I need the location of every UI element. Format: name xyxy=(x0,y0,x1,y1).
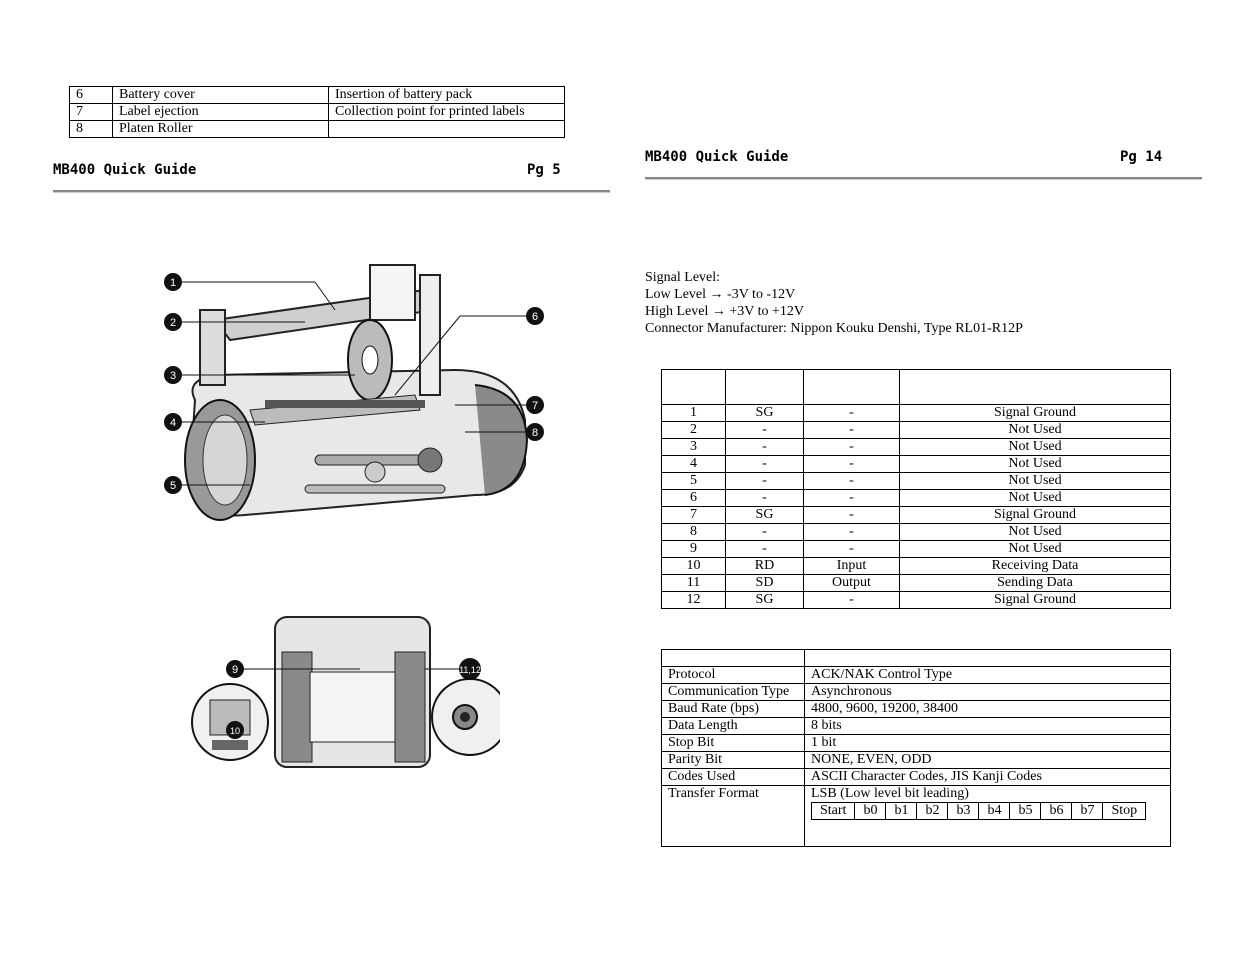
svg-text:7: 7 xyxy=(531,400,539,412)
pin-number: 10 xyxy=(662,558,726,575)
pin-row xyxy=(662,592,1171,609)
pin-signal: SG xyxy=(726,405,804,422)
pin-description: Not Used xyxy=(900,439,1171,456)
pin-row xyxy=(662,473,1171,490)
pin-number: 5 xyxy=(662,473,726,490)
pin-row xyxy=(662,507,1171,524)
pin-io: - xyxy=(804,422,900,439)
comm-key: Baud Rate (bps) xyxy=(662,701,805,718)
pin-io: - xyxy=(804,405,900,422)
comm-value xyxy=(805,786,1171,847)
part-name: Battery cover xyxy=(113,87,329,104)
comm-table-header-row xyxy=(662,650,1171,667)
comm-key: Codes Used xyxy=(662,769,805,786)
svg-text:2: 2 xyxy=(169,317,177,329)
callout-1 xyxy=(164,273,335,310)
svg-text:8: 8 xyxy=(531,427,539,439)
bit-cell: Stop xyxy=(1103,803,1146,820)
part-name: Label ejection xyxy=(113,104,329,121)
signal-level-block xyxy=(645,269,1023,337)
comm-value: Asynchronous xyxy=(805,684,1171,701)
pin-number: 11 xyxy=(662,575,726,592)
pin-row xyxy=(662,558,1171,575)
pin-signal: SD xyxy=(726,575,804,592)
comm-value: 1 bit xyxy=(805,735,1171,752)
pin-io: - xyxy=(804,541,900,558)
svg-text:9: 9 xyxy=(231,664,239,676)
pin-io: - xyxy=(804,507,900,524)
pin-signal: - xyxy=(726,541,804,558)
pin-description: Signal Ground xyxy=(900,592,1171,609)
comm-key: Protocol xyxy=(662,667,805,684)
bit-cell: b4 xyxy=(979,803,1010,820)
comm-value: 8 bits xyxy=(805,718,1171,735)
pin-table-header-row xyxy=(662,370,1171,405)
bit-cell: b1 xyxy=(886,803,917,820)
part-description xyxy=(329,121,565,138)
pin-row xyxy=(662,541,1171,558)
pin-signal: - xyxy=(726,439,804,456)
connector-pin-table xyxy=(661,369,1171,609)
pin-description: Receiving Data xyxy=(900,558,1171,575)
right-header-rule xyxy=(645,177,1202,180)
pin-signal: - xyxy=(726,422,804,439)
comm-key: Parity Bit xyxy=(662,752,805,769)
pin-io: Input xyxy=(804,558,900,575)
svg-text:3: 3 xyxy=(169,370,177,382)
comm-row xyxy=(662,701,1171,718)
signal-line: Connector Manufacturer: Nippon Kouku Denshi, Type RL01-R12P xyxy=(645,321,1023,336)
left-page-header-title: MB400 Quick Guide xyxy=(53,162,197,178)
communication-spec-table xyxy=(661,649,1171,847)
pin-number: 6 xyxy=(662,490,726,507)
svg-text:5: 5 xyxy=(169,480,177,492)
parts-row xyxy=(70,104,565,121)
callout-10 xyxy=(226,721,244,739)
svg-text:4: 4 xyxy=(169,417,177,429)
pin-row xyxy=(662,405,1171,422)
signal-line: High Level → +3V to +12V xyxy=(645,304,805,319)
comm-row-transfer-format xyxy=(662,786,1171,847)
comm-row xyxy=(662,769,1171,786)
pin-number: 7 xyxy=(662,507,726,524)
pin-io: - xyxy=(804,473,900,490)
pin-number: 2 xyxy=(662,422,726,439)
svg-text:10: 10 xyxy=(229,726,241,736)
pin-description: Not Used xyxy=(900,541,1171,558)
svg-text:1: 1 xyxy=(169,277,177,289)
pin-description: Sending Data xyxy=(900,575,1171,592)
pin-number: 8 xyxy=(662,524,726,541)
pin-signal: RD xyxy=(726,558,804,575)
pin-row xyxy=(662,575,1171,592)
left-page-header-page: Pg 5 xyxy=(527,162,561,178)
comm-row xyxy=(662,667,1171,684)
pin-description: Signal Ground xyxy=(900,405,1171,422)
pin-io: Output xyxy=(804,575,900,592)
comm-value: ACK/NAK Control Type xyxy=(805,667,1171,684)
pin-description: Not Used xyxy=(900,490,1171,507)
pin-signal: - xyxy=(726,473,804,490)
comm-row xyxy=(662,718,1171,735)
signal-line: Low Level → -3V to -12V xyxy=(645,287,796,302)
comm-key: Transfer Format xyxy=(662,786,805,847)
comm-key: Data Length xyxy=(662,718,805,735)
left-header-rule xyxy=(53,190,610,193)
printer-back-illustration xyxy=(190,612,500,772)
part-description: Collection point for printed labels xyxy=(329,104,565,121)
pin-signal: SG xyxy=(726,592,804,609)
bit-cell: b7 xyxy=(1072,803,1103,820)
comm-row xyxy=(662,684,1171,701)
transfer-format-text: LSB (Low level bit leading) xyxy=(811,786,969,801)
pin-number: 12 xyxy=(662,592,726,609)
parts-table xyxy=(69,86,565,138)
bit-cell: b5 xyxy=(1010,803,1041,820)
parts-row xyxy=(70,121,565,138)
part-number: 6 xyxy=(70,87,113,104)
pin-signal: SG xyxy=(726,507,804,524)
printer-open-illustration xyxy=(155,250,555,545)
bit-cell: b3 xyxy=(948,803,979,820)
comm-value: ASCII Character Codes, JIS Kanji Codes xyxy=(805,769,1171,786)
comm-row xyxy=(662,735,1171,752)
pin-row xyxy=(662,422,1171,439)
right-page-header-page: Pg 14 xyxy=(1120,149,1163,165)
pin-row xyxy=(662,456,1171,473)
pin-row xyxy=(662,439,1171,456)
part-number: 7 xyxy=(70,104,113,121)
pin-signal: - xyxy=(726,524,804,541)
comm-key: Communication Type xyxy=(662,684,805,701)
pin-number: 9 xyxy=(662,541,726,558)
bit-cell: b0 xyxy=(855,803,886,820)
svg-text:11,12: 11,12 xyxy=(459,665,481,675)
right-page-header-title: MB400 Quick Guide xyxy=(645,149,789,165)
pin-description: Signal Ground xyxy=(900,507,1171,524)
pin-description: Not Used xyxy=(900,456,1171,473)
pin-description: Not Used xyxy=(900,524,1171,541)
pin-row xyxy=(662,524,1171,541)
bit-frame-table xyxy=(811,802,1146,820)
pin-io: - xyxy=(804,456,900,473)
pin-io: - xyxy=(804,524,900,541)
svg-text:6: 6 xyxy=(531,311,539,323)
comm-value: 4800, 9600, 19200, 38400 xyxy=(805,701,1171,718)
parts-row xyxy=(70,87,565,104)
comm-value: NONE, EVEN, ODD xyxy=(805,752,1171,769)
callout-11-12 xyxy=(425,658,481,680)
comm-row xyxy=(662,752,1171,769)
bit-cell: Start xyxy=(812,803,855,820)
pin-signal: - xyxy=(726,456,804,473)
pin-number: 3 xyxy=(662,439,726,456)
pin-description: Not Used xyxy=(900,473,1171,490)
pin-io: - xyxy=(804,592,900,609)
part-name: Platen Roller xyxy=(113,121,329,138)
bit-cell: b2 xyxy=(917,803,948,820)
pin-row xyxy=(662,490,1171,507)
pin-number: 4 xyxy=(662,456,726,473)
pin-description: Not Used xyxy=(900,422,1171,439)
comm-key: Stop Bit xyxy=(662,735,805,752)
part-number: 8 xyxy=(70,121,113,138)
pin-number: 1 xyxy=(662,405,726,422)
signal-line: Signal Level: xyxy=(645,270,721,285)
pin-io: - xyxy=(804,439,900,456)
bit-cell: b6 xyxy=(1041,803,1072,820)
part-description: Insertion of battery pack xyxy=(329,87,565,104)
pin-io: - xyxy=(804,490,900,507)
pin-signal: - xyxy=(726,490,804,507)
